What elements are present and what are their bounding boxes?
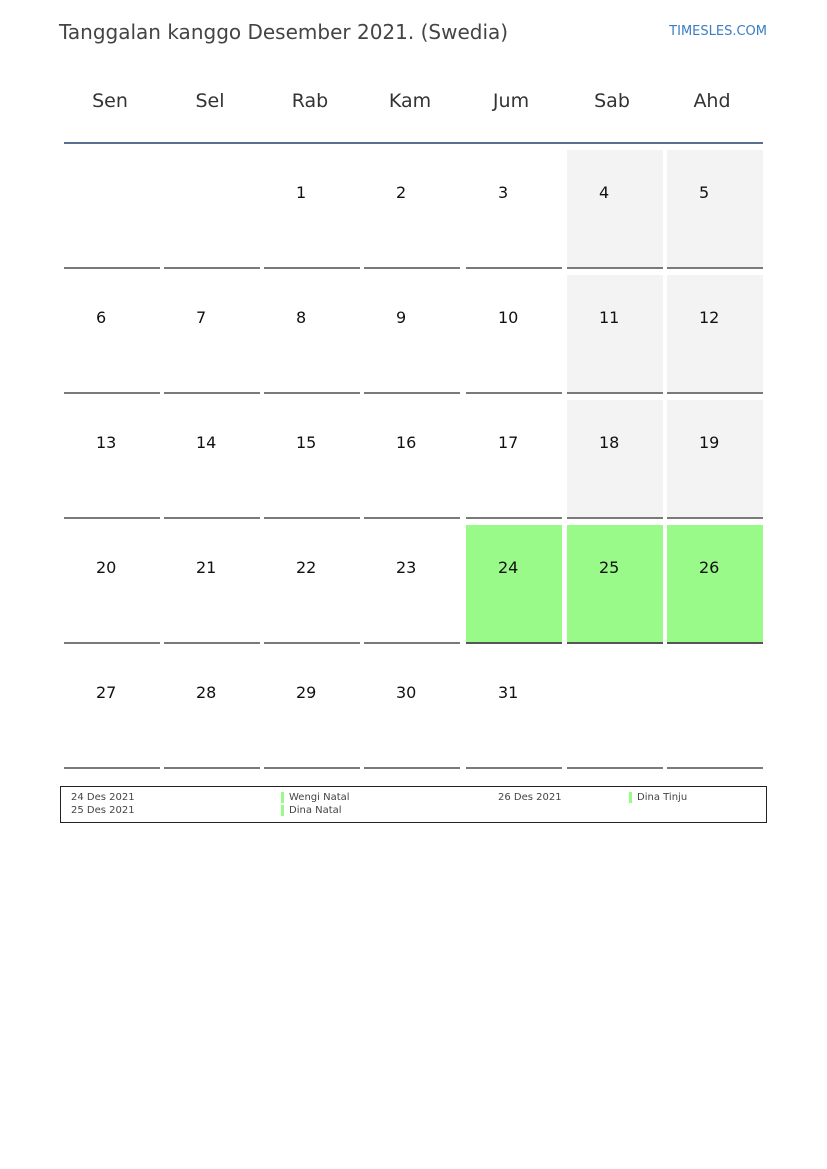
calendar-day-cell bbox=[364, 525, 460, 644]
calendar-day-cell bbox=[466, 275, 562, 394]
day-number: 7 bbox=[196, 308, 207, 327]
day-number: 20 bbox=[96, 558, 117, 577]
weekday-label: Rab bbox=[291, 90, 329, 112]
day-number: 12 bbox=[699, 308, 720, 327]
calendar-day-cell bbox=[164, 650, 260, 769]
day-number: 28 bbox=[196, 683, 217, 702]
day-number: 9 bbox=[396, 308, 407, 327]
calendar-day-cell bbox=[64, 650, 160, 769]
calendar-day-cell bbox=[667, 150, 763, 269]
day-number: 23 bbox=[396, 558, 417, 577]
calendar-day-cell bbox=[164, 275, 260, 394]
calendar-day-cell bbox=[667, 275, 763, 394]
legend-color-marker bbox=[281, 792, 284, 803]
calendar-day-cell bbox=[264, 650, 360, 769]
calendar-day-cell bbox=[567, 275, 663, 394]
weekday-label: Jum bbox=[492, 90, 530, 112]
calendar-day-cell bbox=[164, 150, 260, 269]
calendar-day-cell bbox=[264, 400, 360, 519]
day-number: 16 bbox=[396, 433, 417, 452]
legend-holiday-name: Wengi Natal bbox=[289, 792, 350, 803]
day-number: 30 bbox=[396, 683, 417, 702]
header-divider bbox=[64, 142, 763, 144]
calendar-day-cell bbox=[667, 525, 763, 644]
day-number: 8 bbox=[296, 308, 307, 327]
calendar-day-cell bbox=[567, 525, 663, 644]
calendar-day-cell bbox=[264, 275, 360, 394]
legend-color-marker bbox=[281, 805, 284, 816]
calendar-day-cell bbox=[64, 400, 160, 519]
legend-date: 26 Des 2021 bbox=[498, 792, 562, 803]
calendar-day-cell bbox=[667, 400, 763, 519]
calendar-grid bbox=[64, 150, 764, 770]
calendar-day-cell bbox=[567, 150, 663, 269]
legend-color-marker bbox=[629, 792, 632, 803]
calendar-day-cell bbox=[264, 525, 360, 644]
calendar-day-cell bbox=[364, 275, 460, 394]
calendar-day-cell bbox=[364, 400, 460, 519]
calendar-day-cell bbox=[667, 650, 763, 769]
calendar-day-cell bbox=[567, 650, 663, 769]
legend-date: 24 Des 2021 bbox=[71, 792, 135, 803]
day-number: 13 bbox=[96, 433, 117, 452]
day-number: 25 bbox=[599, 558, 620, 577]
day-number: 10 bbox=[498, 308, 519, 327]
calendar-day-cell bbox=[164, 525, 260, 644]
legend-holiday-name: Dina Tinju bbox=[637, 792, 688, 803]
weekday-label: Sab bbox=[594, 90, 630, 112]
day-number: 19 bbox=[699, 433, 720, 452]
day-number: 21 bbox=[196, 558, 217, 577]
day-number: 17 bbox=[498, 433, 519, 452]
day-number: 5 bbox=[699, 183, 710, 202]
day-number: 27 bbox=[96, 683, 117, 702]
legend-date: 25 Des 2021 bbox=[71, 805, 135, 816]
day-number: 24 bbox=[498, 558, 519, 577]
calendar-day-cell bbox=[466, 400, 562, 519]
brand-link[interactable]: TIMESLES.COM bbox=[669, 24, 767, 39]
calendar-day-cell bbox=[64, 525, 160, 644]
calendar-day-cell bbox=[364, 650, 460, 769]
weekday-label: Sel bbox=[195, 90, 225, 112]
calendar-day-cell bbox=[567, 400, 663, 519]
legend-holiday-name: Dina Natal bbox=[289, 805, 342, 816]
day-number: 31 bbox=[498, 683, 519, 702]
day-number: 15 bbox=[296, 433, 317, 452]
calendar-day-cell bbox=[264, 150, 360, 269]
calendar-day-cell bbox=[64, 150, 160, 269]
day-number: 3 bbox=[498, 183, 509, 202]
weekday-label: Kam bbox=[388, 90, 432, 112]
day-number: 2 bbox=[396, 183, 407, 202]
day-number: 22 bbox=[296, 558, 317, 577]
calendar-day-cell bbox=[466, 525, 562, 644]
day-number: 29 bbox=[296, 683, 317, 702]
day-number: 4 bbox=[599, 183, 610, 202]
calendar-day-cell bbox=[466, 150, 562, 269]
day-number: 11 bbox=[599, 308, 620, 327]
weekday-header-row bbox=[62, 90, 764, 120]
day-number: 18 bbox=[599, 433, 620, 452]
day-number: 14 bbox=[196, 433, 217, 452]
day-number: 6 bbox=[96, 308, 107, 327]
calendar-day-cell bbox=[466, 650, 562, 769]
weekday-label: Sen bbox=[92, 90, 128, 112]
page-title: Tanggalan kanggo Desember 2021. (Swedia) bbox=[59, 20, 509, 44]
day-number: 1 bbox=[296, 183, 307, 202]
holiday-legend bbox=[60, 786, 767, 823]
day-number: 26 bbox=[699, 558, 720, 577]
calendar-day-cell bbox=[364, 150, 460, 269]
weekday-label: Ahd bbox=[693, 90, 731, 112]
calendar-day-cell bbox=[64, 275, 160, 394]
calendar-day-cell bbox=[164, 400, 260, 519]
